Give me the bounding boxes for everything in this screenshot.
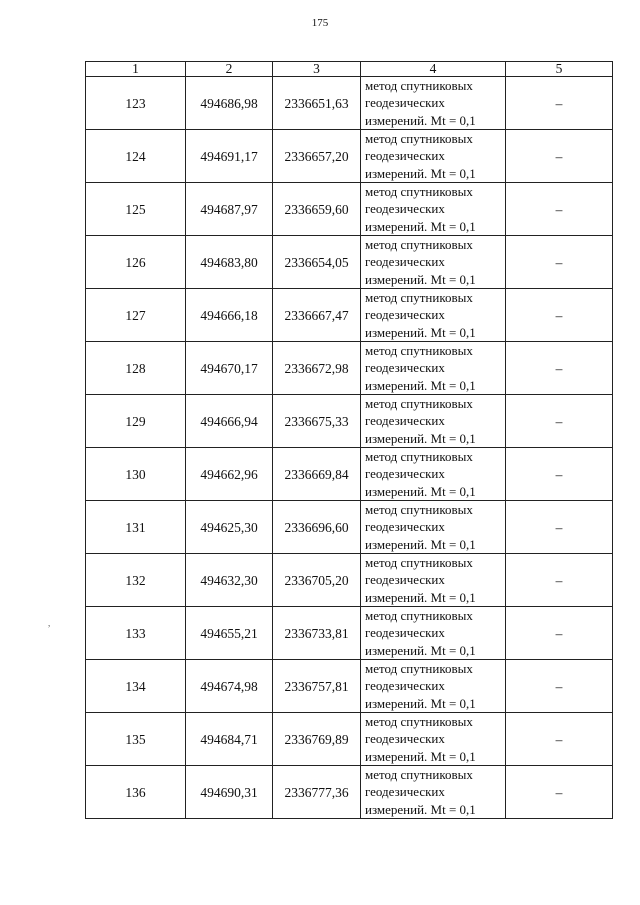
method-line: геодезических: [365, 95, 445, 111]
table-row: [86, 236, 613, 289]
method-line: измерений. Mt = 0,1: [365, 324, 476, 340]
point-number-cell: 126: [86, 236, 186, 289]
point-number-cell: 133: [86, 607, 186, 660]
table-row: [86, 77, 613, 130]
x-coordinate-cell: 494666,18: [186, 289, 273, 342]
method-line: метод спутниковых: [365, 237, 473, 253]
method-cell: [361, 501, 506, 554]
x-coordinate-cell: 494691,17: [186, 130, 273, 183]
point-number-cell: 132: [86, 554, 186, 607]
method-cell: [361, 236, 506, 289]
point-number-cell: 127: [86, 289, 186, 342]
method-line: геодезических: [365, 625, 445, 641]
point-number-cell: 129: [86, 395, 186, 448]
method-line: геодезических: [365, 678, 445, 694]
method-line: метод спутниковых: [365, 131, 473, 147]
point-number-cell: 125: [86, 183, 186, 236]
table-row: [86, 395, 613, 448]
y-coordinate-cell: 2336651,63: [273, 77, 361, 130]
note-cell: –: [506, 713, 613, 766]
table-body: [86, 77, 613, 819]
point-number-cell: 124: [86, 130, 186, 183]
x-coordinate-cell: 494686,98: [186, 77, 273, 130]
table-row: [86, 448, 613, 501]
x-coordinate-cell: 494662,96: [186, 448, 273, 501]
method-line: измерений. Mt = 0,1: [365, 536, 476, 552]
method-line: метод спутниковых: [365, 184, 473, 200]
method-line: метод спутниковых: [365, 78, 473, 94]
note-cell: –: [506, 183, 613, 236]
method-line: метод спутниковых: [365, 767, 473, 783]
note-cell: –: [506, 607, 613, 660]
table-row: [86, 289, 613, 342]
table-row: [86, 713, 613, 766]
method-cell: [361, 448, 506, 501]
x-coordinate-cell: 494674,98: [186, 660, 273, 713]
method-line: геодезических: [365, 784, 445, 800]
method-line: метод спутниковых: [365, 449, 473, 465]
y-coordinate-cell: 2336659,60: [273, 183, 361, 236]
point-number-cell: 136: [86, 766, 186, 819]
x-coordinate-cell: 494670,17: [186, 342, 273, 395]
method-line: метод спутниковых: [365, 290, 473, 306]
method-cell: [361, 183, 506, 236]
y-coordinate-cell: 2336672,98: [273, 342, 361, 395]
method-line: измерений. Mt = 0,1: [365, 589, 476, 605]
method-cell: [361, 342, 506, 395]
table-row: [86, 501, 613, 554]
method-cell: [361, 554, 506, 607]
point-number-cell: 135: [86, 713, 186, 766]
y-coordinate-cell: 2336654,05: [273, 236, 361, 289]
note-cell: –: [506, 554, 613, 607]
column-header-3: 3: [273, 62, 361, 77]
note-cell: –: [506, 130, 613, 183]
table-row: [86, 342, 613, 395]
x-coordinate-cell: 494632,30: [186, 554, 273, 607]
method-line: измерений. Mt = 0,1: [365, 695, 476, 711]
table-row: [86, 660, 613, 713]
y-coordinate-cell: 2336705,20: [273, 554, 361, 607]
point-number-cell: 131: [86, 501, 186, 554]
method-line: геодезических: [365, 307, 445, 323]
note-cell: –: [506, 501, 613, 554]
method-line: геодезических: [365, 413, 445, 429]
method-line: измерений. Mt = 0,1: [365, 165, 476, 181]
x-coordinate-cell: 494625,30: [186, 501, 273, 554]
method-line: геодезических: [365, 254, 445, 270]
method-line: геодезических: [365, 572, 445, 588]
method-line: измерений. Mt = 0,1: [365, 430, 476, 446]
table-header-row: [86, 62, 613, 77]
method-cell: [361, 130, 506, 183]
method-line: метод спутниковых: [365, 343, 473, 359]
method-cell: [361, 77, 506, 130]
method-line: измерений. Mt = 0,1: [365, 271, 476, 287]
method-line: измерений. Mt = 0,1: [365, 748, 476, 764]
method-line: геодезических: [365, 466, 445, 482]
note-cell: –: [506, 448, 613, 501]
method-cell: [361, 395, 506, 448]
table-row: [86, 183, 613, 236]
y-coordinate-cell: 2336757,81: [273, 660, 361, 713]
method-cell: [361, 660, 506, 713]
note-cell: –: [506, 289, 613, 342]
method-line: метод спутниковых: [365, 661, 473, 677]
x-coordinate-cell: 494655,21: [186, 607, 273, 660]
method-line: измерений. Mt = 0,1: [365, 801, 476, 817]
method-cell: [361, 289, 506, 342]
point-number-cell: 134: [86, 660, 186, 713]
y-coordinate-cell: 2336675,33: [273, 395, 361, 448]
page-number: 175: [311, 17, 329, 29]
note-cell: –: [506, 236, 613, 289]
method-cell: [361, 713, 506, 766]
method-line: измерений. Mt = 0,1: [365, 642, 476, 658]
method-line: измерений. Mt = 0,1: [365, 218, 476, 234]
x-coordinate-cell: 494683,80: [186, 236, 273, 289]
table-row: [86, 130, 613, 183]
note-cell: –: [506, 342, 613, 395]
point-number-cell: 128: [86, 342, 186, 395]
column-header-1: 1: [86, 62, 186, 77]
method-line: измерений. Mt = 0,1: [365, 483, 476, 499]
method-line: метод спутниковых: [365, 608, 473, 624]
point-number-cell: 123: [86, 77, 186, 130]
y-coordinate-cell: 2336777,36: [273, 766, 361, 819]
y-coordinate-cell: 2336657,20: [273, 130, 361, 183]
y-coordinate-cell: 2336667,47: [273, 289, 361, 342]
x-coordinate-cell: 494690,31: [186, 766, 273, 819]
method-line: метод спутниковых: [365, 714, 473, 730]
x-coordinate-cell: 494666,94: [186, 395, 273, 448]
method-line: измерений. Mt = 0,1: [365, 112, 476, 128]
x-coordinate-cell: 494684,71: [186, 713, 273, 766]
method-line: геодезических: [365, 360, 445, 376]
method-line: метод спутниковых: [365, 555, 473, 571]
note-cell: –: [506, 660, 613, 713]
method-line: метод спутниковых: [365, 396, 473, 412]
note-cell: –: [506, 77, 613, 130]
method-line: метод спутниковых: [365, 502, 473, 518]
stray-mark: ,: [48, 618, 51, 628]
method-line: измерений. Mt = 0,1: [365, 377, 476, 393]
y-coordinate-cell: 2336669,84: [273, 448, 361, 501]
column-header-4: 4: [361, 62, 506, 77]
y-coordinate-cell: 2336733,81: [273, 607, 361, 660]
method-line: геодезических: [365, 148, 445, 164]
point-number-cell: 130: [86, 448, 186, 501]
x-coordinate-cell: 494687,97: [186, 183, 273, 236]
method-cell: [361, 766, 506, 819]
coordinates-table: [85, 61, 613, 819]
method-cell: [361, 607, 506, 660]
method-line: геодезических: [365, 519, 445, 535]
table-row: [86, 554, 613, 607]
column-header-2: 2: [186, 62, 273, 77]
method-line: геодезических: [365, 731, 445, 747]
table-row: [86, 607, 613, 660]
y-coordinate-cell: 2336696,60: [273, 501, 361, 554]
y-coordinate-cell: 2336769,89: [273, 713, 361, 766]
note-cell: –: [506, 766, 613, 819]
note-cell: –: [506, 395, 613, 448]
method-line: геодезических: [365, 201, 445, 217]
table-row: [86, 766, 613, 819]
column-header-5: 5: [506, 62, 613, 77]
